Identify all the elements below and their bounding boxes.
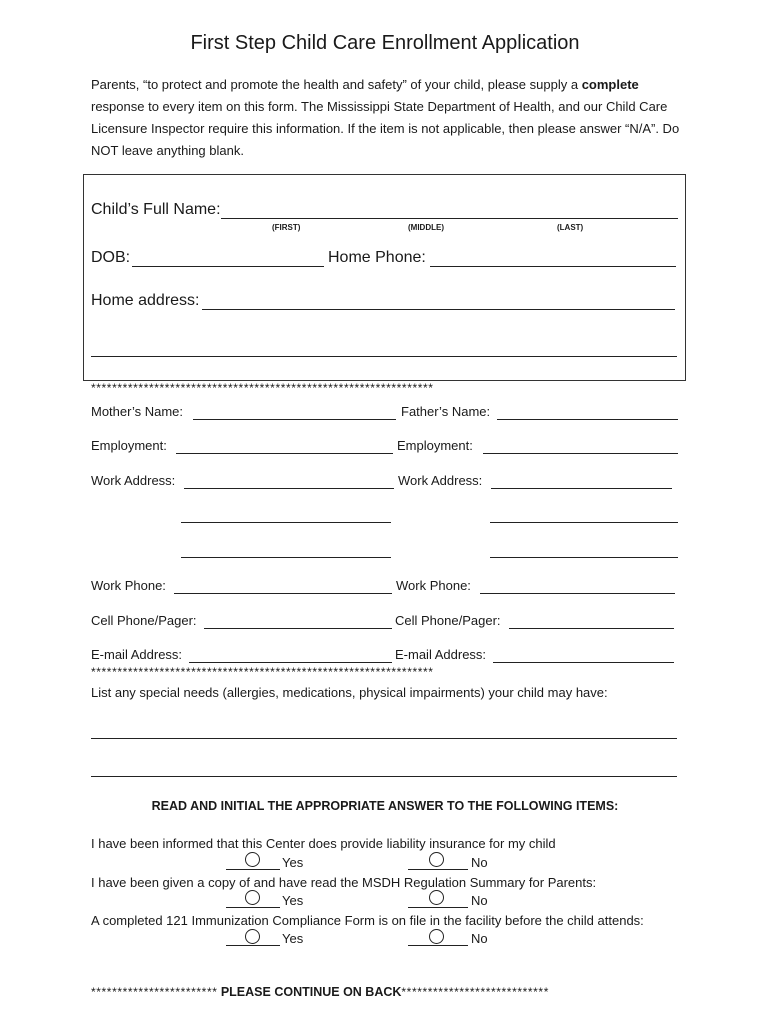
father-name-field[interactable] [497, 419, 678, 420]
father-work-address-label: Work Address: [398, 473, 483, 488]
question-1-yes-label: Yes [282, 855, 304, 870]
question-1-yes-initial[interactable] [226, 869, 280, 870]
special-needs-field[interactable] [91, 738, 677, 739]
mother-employment-field[interactable] [176, 453, 393, 454]
home-address-field-2[interactable] [91, 356, 677, 357]
question-2-text: I have been given a copy of and have read the MSDH Regulation Summary for Parents: [91, 875, 597, 890]
question-2-no-radio[interactable] [429, 890, 444, 905]
father-name-label: Father’s Name: [401, 404, 491, 419]
question-2-yes-radio[interactable] [245, 890, 260, 905]
mother-cell-field[interactable] [204, 628, 392, 629]
continue-footer: ************************ PLEASE CONTINUE ON BACK**************************** [91, 985, 549, 999]
father-work-address-field-2[interactable] [490, 522, 678, 523]
question-3-no-radio[interactable] [429, 929, 444, 944]
intro-bold-word: complete [581, 77, 639, 92]
father-work-phone-label: Work Phone: [396, 578, 471, 593]
question-2-yes-initial[interactable] [226, 907, 280, 908]
mother-name-field[interactable] [193, 419, 396, 420]
middle-name-caption: (MIDDLE) [408, 223, 444, 232]
home-address-field[interactable] [202, 309, 675, 310]
intro-paragraph: Parents, “to protect and promote the health and safety” of your child, please supply a complete response to every item on this form. The Mississippi State Department of Health, and our Child Care Licensure Inspector require this information. If the item is not applicable, then please answer “N/A”. Do NOT leave anything blank. [91, 77, 680, 158]
father-work-address-field-3[interactable] [490, 557, 678, 558]
dob-label: DOB: [91, 249, 131, 266]
mother-work-phone-field[interactable] [174, 593, 392, 594]
home-phone-field[interactable] [430, 266, 676, 267]
father-work-address-field[interactable] [491, 488, 672, 489]
mother-employment-label: Employment: [91, 438, 167, 453]
dob-field[interactable] [132, 266, 324, 267]
home-address-label: Home address: [91, 292, 200, 309]
child-full-name-field[interactable] [221, 218, 678, 219]
home-phone-label: Home Phone: [328, 249, 426, 266]
mother-work-address-field-3[interactable] [181, 557, 391, 558]
question-1-no-initial[interactable] [408, 869, 468, 870]
special-needs-label: List any special needs (allergies, medications, physical impairments) your child may have: [91, 685, 608, 700]
question-3-yes-initial[interactable] [226, 945, 280, 946]
separator-stars: ***************************************************************** [91, 381, 434, 395]
mother-cell-label: Cell Phone/Pager: [91, 613, 197, 628]
mother-work-address-label: Work Address: [91, 473, 176, 488]
question-2-yes-label: Yes [282, 893, 304, 908]
mother-work-address-field-2[interactable] [181, 522, 391, 523]
question-3-no-label: No [471, 931, 488, 946]
question-1-text: I have been informed that this Center does provide liability insurance for my child [91, 836, 556, 851]
father-work-phone-field[interactable] [480, 593, 675, 594]
father-cell-field[interactable] [509, 628, 674, 629]
first-name-caption: (FIRST) [272, 223, 301, 232]
mother-email-field[interactable] [189, 662, 392, 663]
separator-stars-2: ***************************************************************** [91, 665, 434, 679]
last-name-caption: (LAST) [557, 223, 584, 232]
child-full-name-label: Child’s Full Name: [91, 201, 221, 218]
question-3-yes-label: Yes [282, 931, 304, 946]
father-employment-field[interactable] [483, 453, 678, 454]
question-2-no-initial[interactable] [408, 907, 468, 908]
question-3-no-initial[interactable] [408, 945, 468, 946]
question-3-text: A completed 121 Immunization Compliance Form is on file in the facility before the child attends: [91, 913, 644, 928]
form-title: First Step Child Care Enrollment Application [190, 32, 580, 54]
question-1-yes-radio[interactable] [245, 852, 260, 867]
father-cell-label: Cell Phone/Pager: [395, 613, 501, 628]
mother-email-label: E-mail Address: [91, 647, 183, 662]
question-1-no-label: No [471, 855, 488, 870]
father-email-label: E-mail Address: [395, 647, 487, 662]
mother-work-address-field[interactable] [184, 488, 394, 489]
mother-name-label: Mother’s Name: [91, 404, 183, 419]
mother-work-phone-label: Work Phone: [91, 578, 166, 593]
question-3-yes-radio[interactable] [245, 929, 260, 944]
question-1-no-radio[interactable] [429, 852, 444, 867]
question-2-no-label: No [471, 893, 488, 908]
read-initial-heading: READ AND INITIAL THE APPROPRIATE ANSWER TO THE FOLLOWING ITEMS: [151, 799, 619, 813]
continue-text: PLEASE CONTINUE ON BACK [220, 985, 402, 999]
special-needs-field-2[interactable] [91, 776, 677, 777]
father-email-field[interactable] [493, 662, 674, 663]
father-employment-label: Employment: [397, 438, 473, 453]
